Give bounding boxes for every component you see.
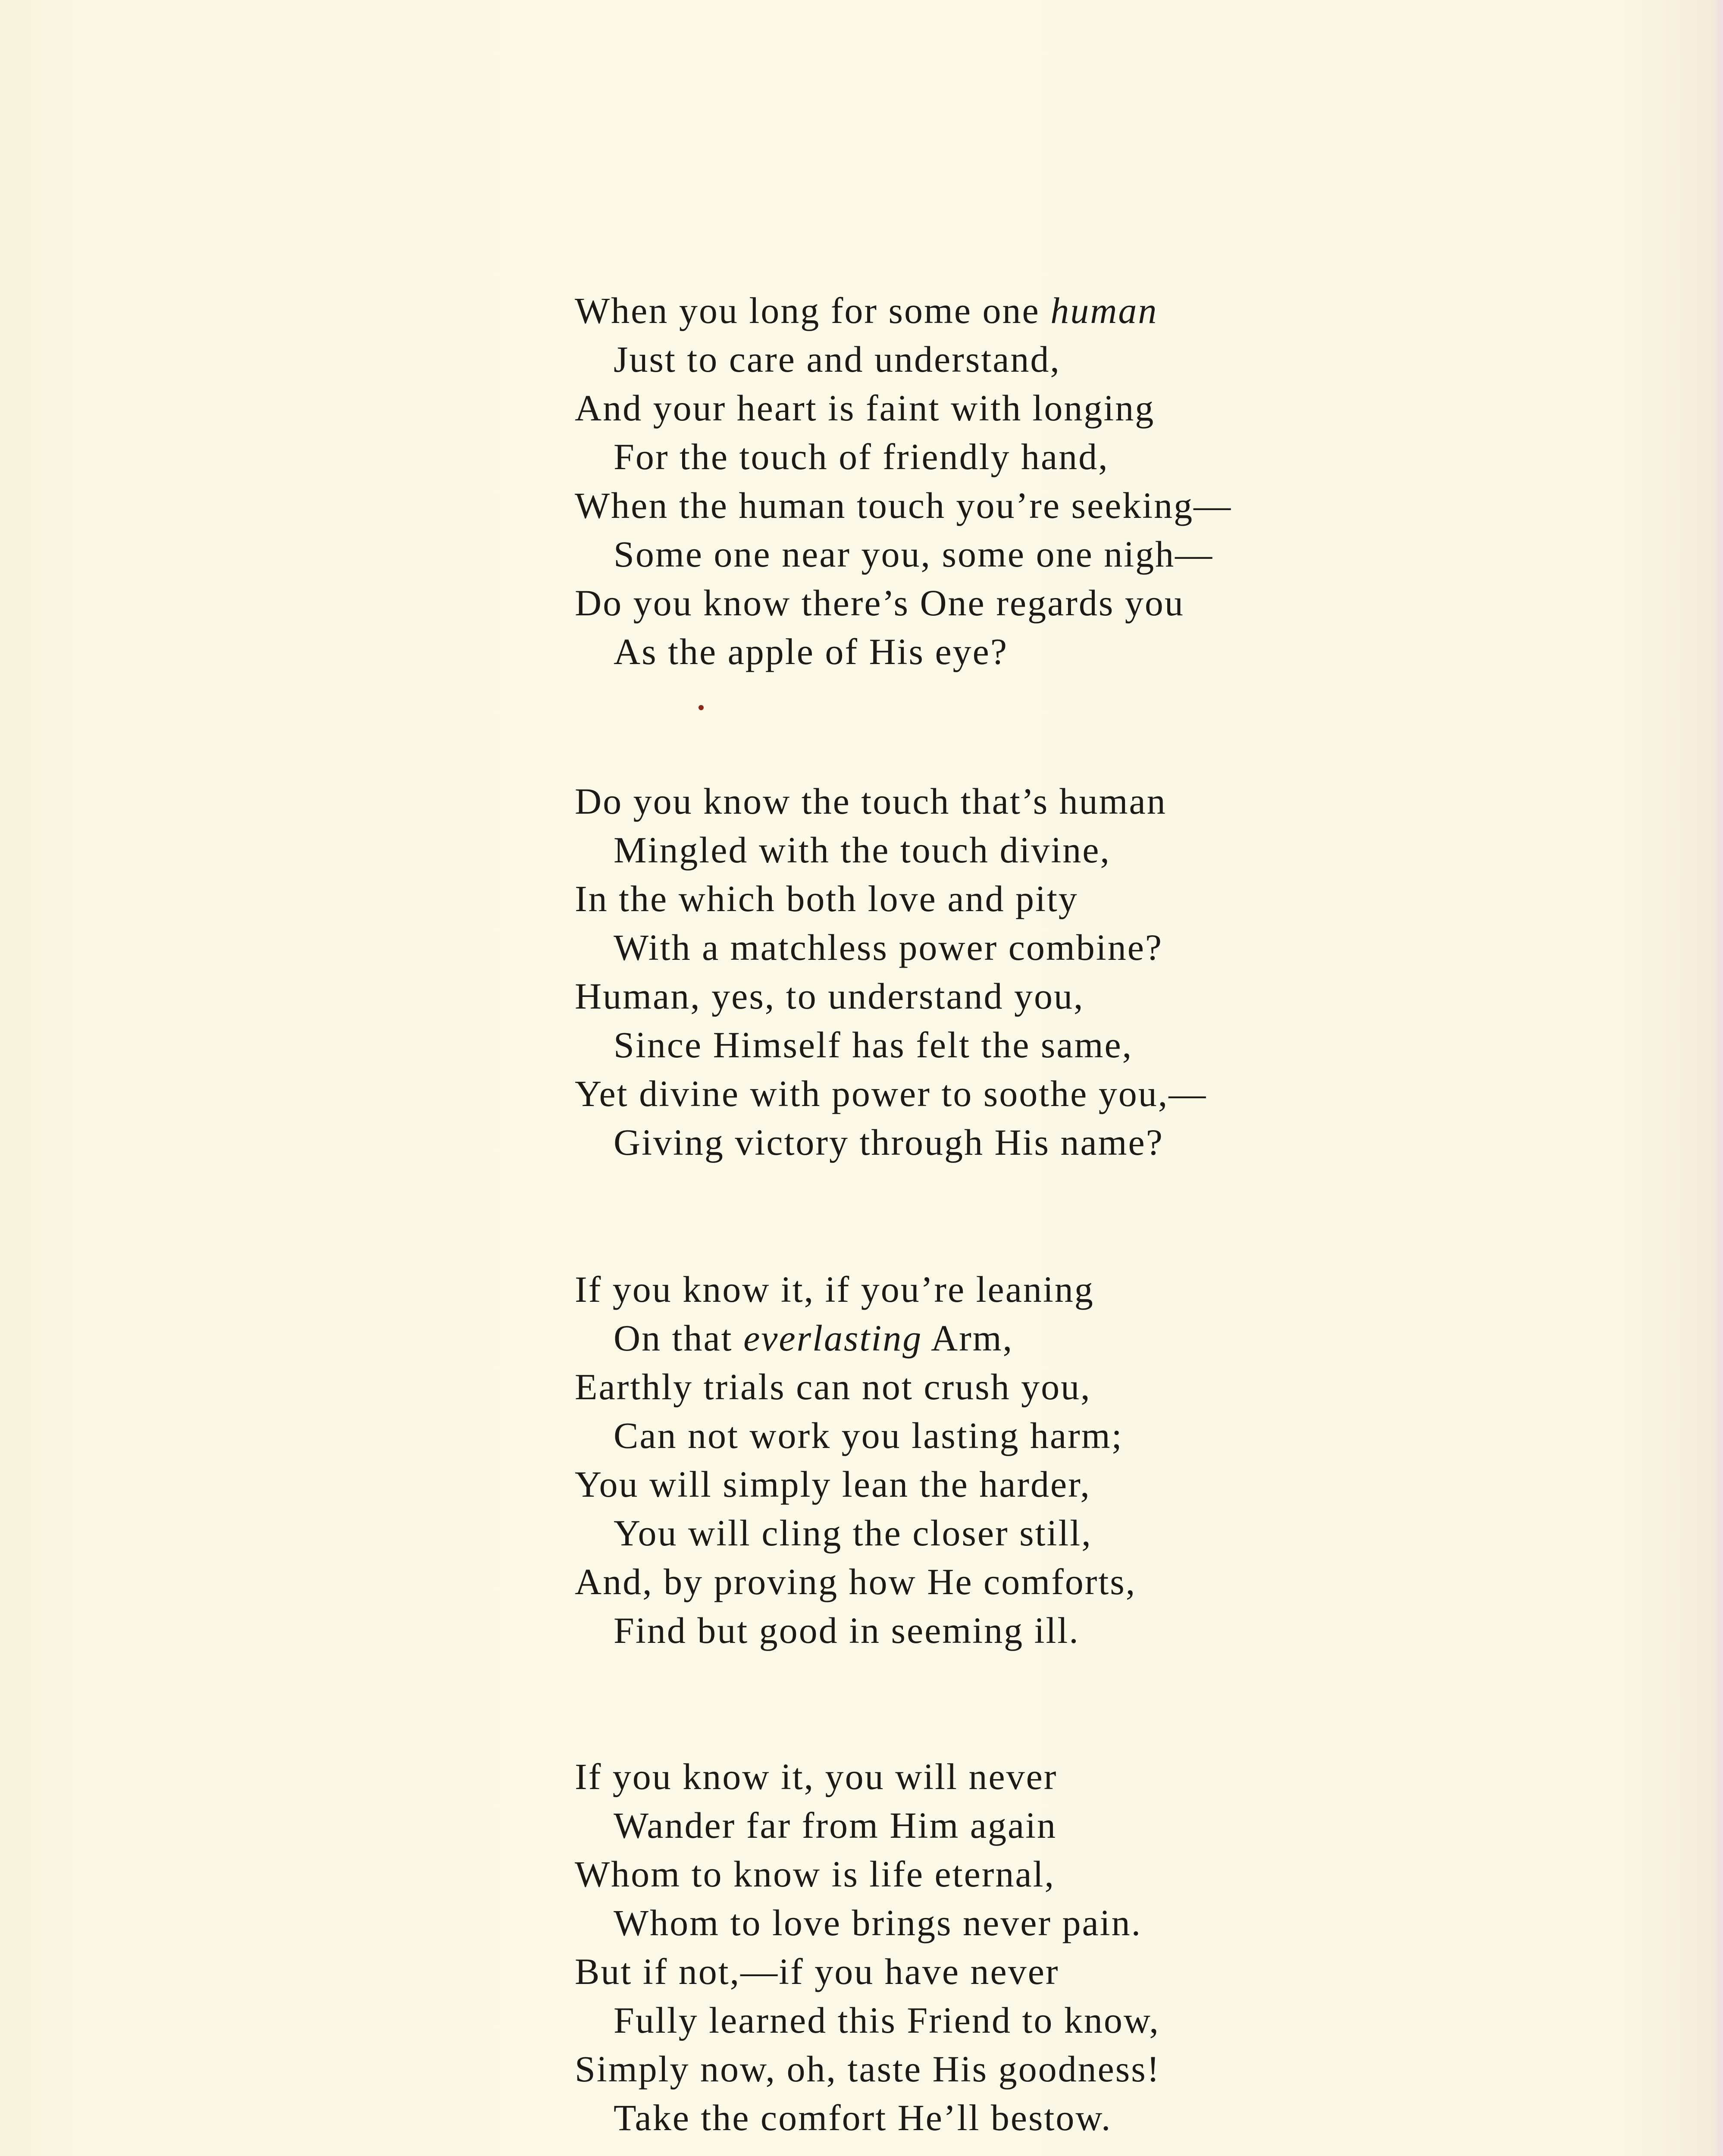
poem-line: If you know it, you will never <box>575 1756 1058 1797</box>
poem-line: For the touch of friendly hand, <box>614 436 1109 477</box>
emphasis-text: human <box>1050 290 1158 331</box>
poem-line: Some one near you, some one nigh— <box>614 533 1214 575</box>
poem-line: Since Himself has felt the same, <box>614 1024 1133 1065</box>
poem-line: Giving victory through His name? <box>614 1122 1164 1163</box>
poem-line: Can not work you lasting harm; <box>614 1415 1123 1456</box>
poem-line: As the apple of His eye? <box>614 631 1008 672</box>
poem-line: If you know it, if you’re leaning <box>575 1269 1094 1310</box>
poem-line: And your heart is faint with longing <box>575 387 1155 429</box>
poem-line: You will simply lean the harder, <box>575 1463 1091 1505</box>
poem-line: Earthly trials can not crush you, <box>575 1366 1091 1407</box>
poem-line: On that everlasting Arm, <box>614 1317 1014 1359</box>
poem-line: Wander far from Him again <box>614 1805 1057 1846</box>
poem-line: Mingled with the touch divine, <box>614 829 1111 871</box>
poem-line: Do you know there’s One regards you <box>575 582 1184 624</box>
poem-line: Find but good in seeming ill. <box>614 1610 1080 1651</box>
poem-line: Do you know the touch that’s human <box>575 780 1167 822</box>
poem-line: In the which both love and pity <box>575 878 1078 919</box>
poem-line: Take the comfort He’ll bestow. <box>614 2097 1112 2138</box>
poem-line: Yet divine with power to soothe you,— <box>575 1073 1207 1114</box>
poem-line: And, by proving how He comforts, <box>575 1561 1137 1602</box>
poem-line: Fully learned this Friend to know, <box>614 1999 1160 2041</box>
stray-ink-mark <box>699 705 704 710</box>
page-edge <box>1710 0 1723 2156</box>
poem-line: Just to care and understand, <box>614 338 1061 380</box>
poem-line: Whom to know is life eternal, <box>575 1853 1055 1895</box>
poem-line: Whom to love brings never pain. <box>614 1902 1142 1943</box>
emphasis-text: everlasting <box>743 1317 923 1359</box>
poem-line: Simply now, oh, taste His goodness! <box>575 2048 1161 2090</box>
poem-line: When you long for some one human <box>575 290 1158 331</box>
poem-line: Human, yes, to understand you, <box>575 975 1084 1017</box>
poem-line: With a matchless power combine? <box>614 927 1163 968</box>
poem-line: When the human touch you’re seeking— <box>575 485 1232 526</box>
poem-line: You will cling the closer still, <box>614 1512 1092 1554</box>
poem-line: But if not,—if you have never <box>575 1951 1059 1992</box>
